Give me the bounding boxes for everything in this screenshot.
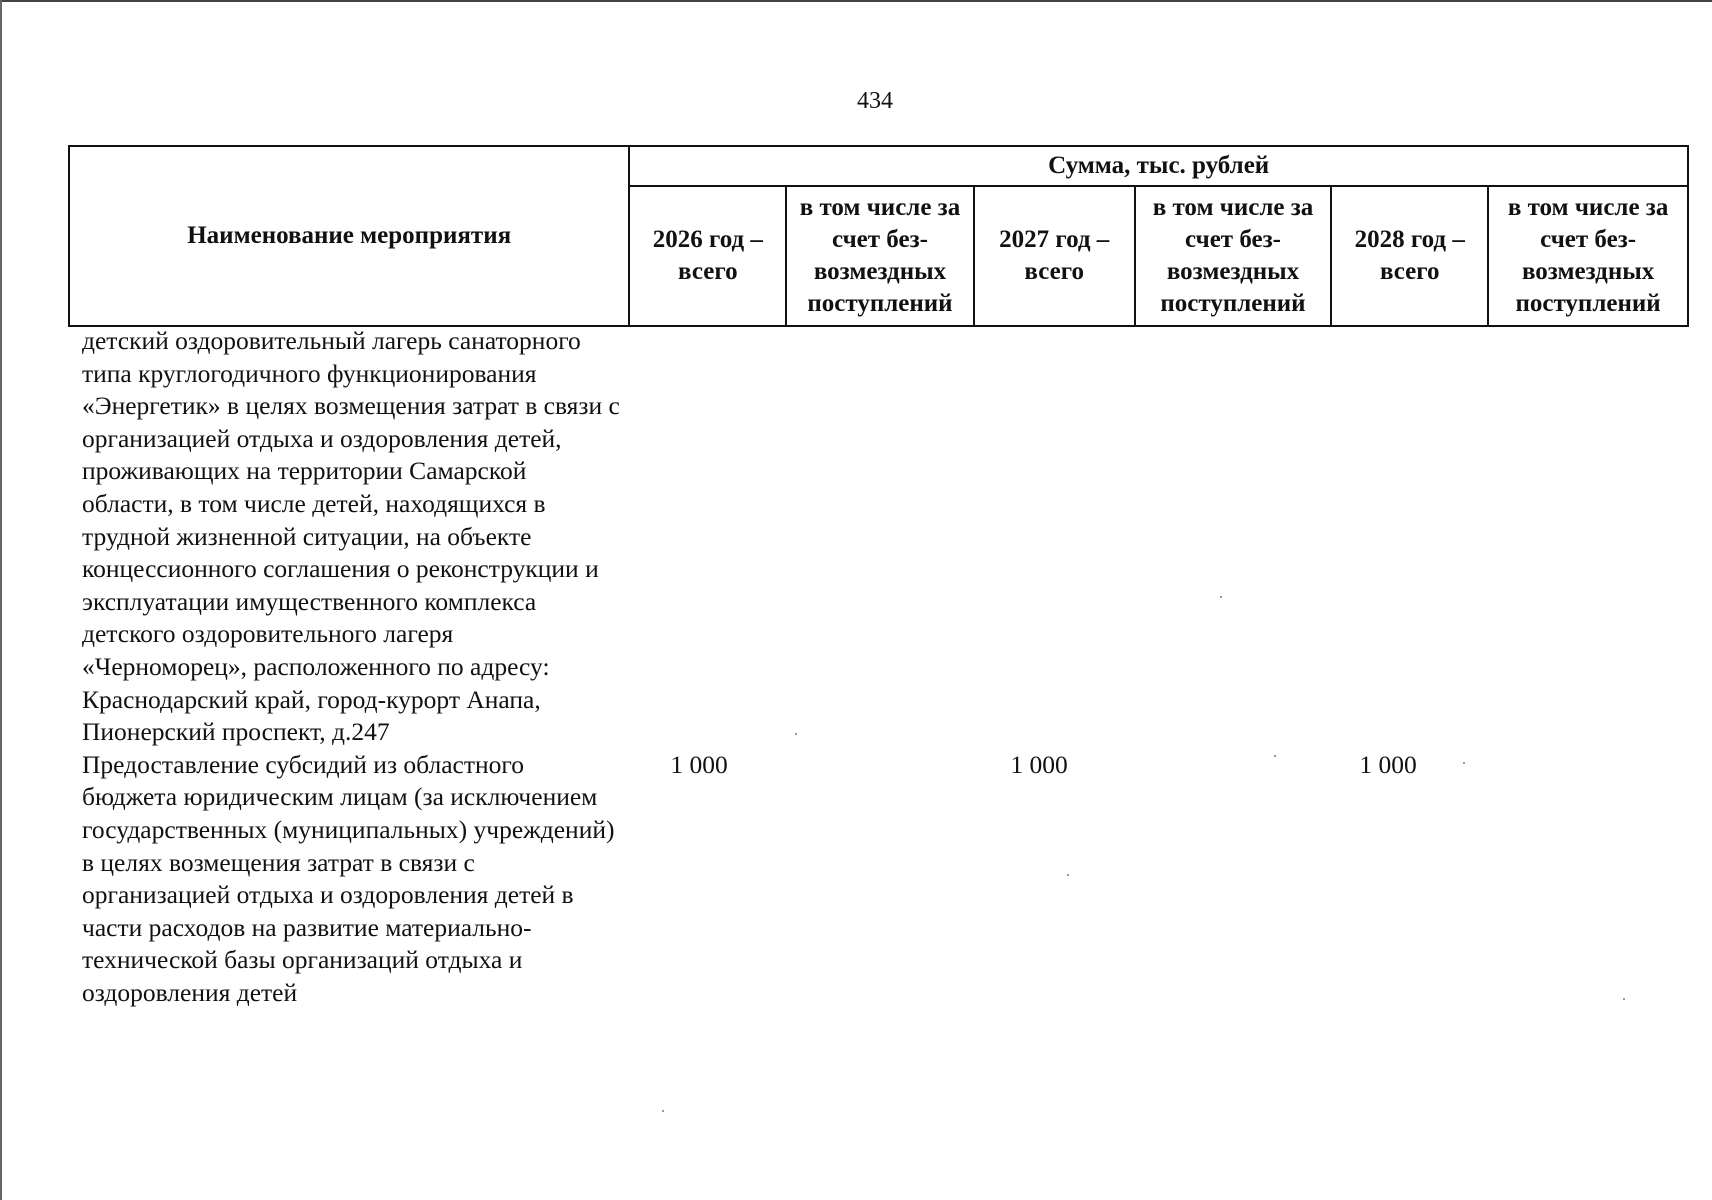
row-value-2028-total: 1 000 — [1359, 749, 1417, 779]
row-value-2026-total: 1 000 — [670, 749, 728, 779]
header-col-2026-gratuitous: в том числе за счет без-возмездных поступлений — [786, 186, 973, 326]
scan-speck — [1220, 596, 1222, 598]
header-name-column: Наименование мероприятия — [69, 146, 629, 326]
row-value-2027-total: 1 000 — [1010, 749, 1068, 779]
row-name: Предоставление субсидий из областного бюджета юридическим лицам (за исключением государственных (муниципальных) учреждений) в целях возмещения затрат в связи с организацией отдыха и оздоровления детей в части расходов на развитие материально-технической базы организаций отдыха и оздоровления детей — [82, 749, 615, 1007]
row-value-2028-total — [1311, 325, 1465, 749]
header-col-2027-gratuitous: в том числе за счет без-возмездных поступлений — [1135, 186, 1332, 326]
page-number: 434 — [857, 88, 893, 114]
scan-speck — [1463, 762, 1465, 764]
header-col-2028-gratuitous: в том числе за счет без-возмездных поступлений — [1488, 186, 1688, 326]
row-value-2027-total — [960, 325, 1118, 749]
row-value-2027-gratuitous — [1118, 325, 1311, 749]
header-col-2026-total: 2026 год – всего — [629, 186, 786, 326]
scan-speck — [662, 1110, 664, 1112]
row-value-2028-gratuitous — [1465, 325, 1661, 749]
scan-speck — [1274, 755, 1276, 757]
row-value-2026-total — [622, 325, 776, 749]
table-header — [68, 145, 1689, 327]
scan-edge — [0, 0, 2, 1200]
row-value-2026-gratuitous — [776, 749, 960, 1010]
scan-speck — [795, 733, 797, 735]
table-row — [68, 749, 1689, 1010]
row-value-2026-gratuitous — [776, 325, 960, 749]
row-name: детский оздоровительный лагерь санаторного типа круглогодичного функционирования «Энергетик» в целях возмещения затрат в связи с организацией отдыха и оздоровления детей, проживающих на территории Самарской области, в том числе детей, находящихся в трудной жизненной ситуации, на объекте концессионного соглашения о реконструкции и эксплуатации имущественного комплекса детского оздоровительного лагеря «Черноморец», расположенного по адресу: Краснодарский край, город-курорт Анапа, Пионерский проспект, д.247 — [82, 326, 620, 747]
table-body — [68, 325, 1689, 1009]
scan-speck — [1623, 998, 1625, 1000]
row-value-2027-gratuitous — [1118, 749, 1311, 1010]
header-col-2027-total: 2027 год – всего — [974, 186, 1135, 326]
header-sum-group: Сумма, тыс. рублей — [629, 146, 1688, 186]
scan-speck — [1067, 874, 1069, 876]
header-col-2028-total: 2028 год – всего — [1331, 186, 1488, 326]
table-row — [68, 325, 1689, 749]
row-value-2028-gratuitous — [1465, 749, 1661, 1010]
scan-edge — [0, 0, 1712, 2]
